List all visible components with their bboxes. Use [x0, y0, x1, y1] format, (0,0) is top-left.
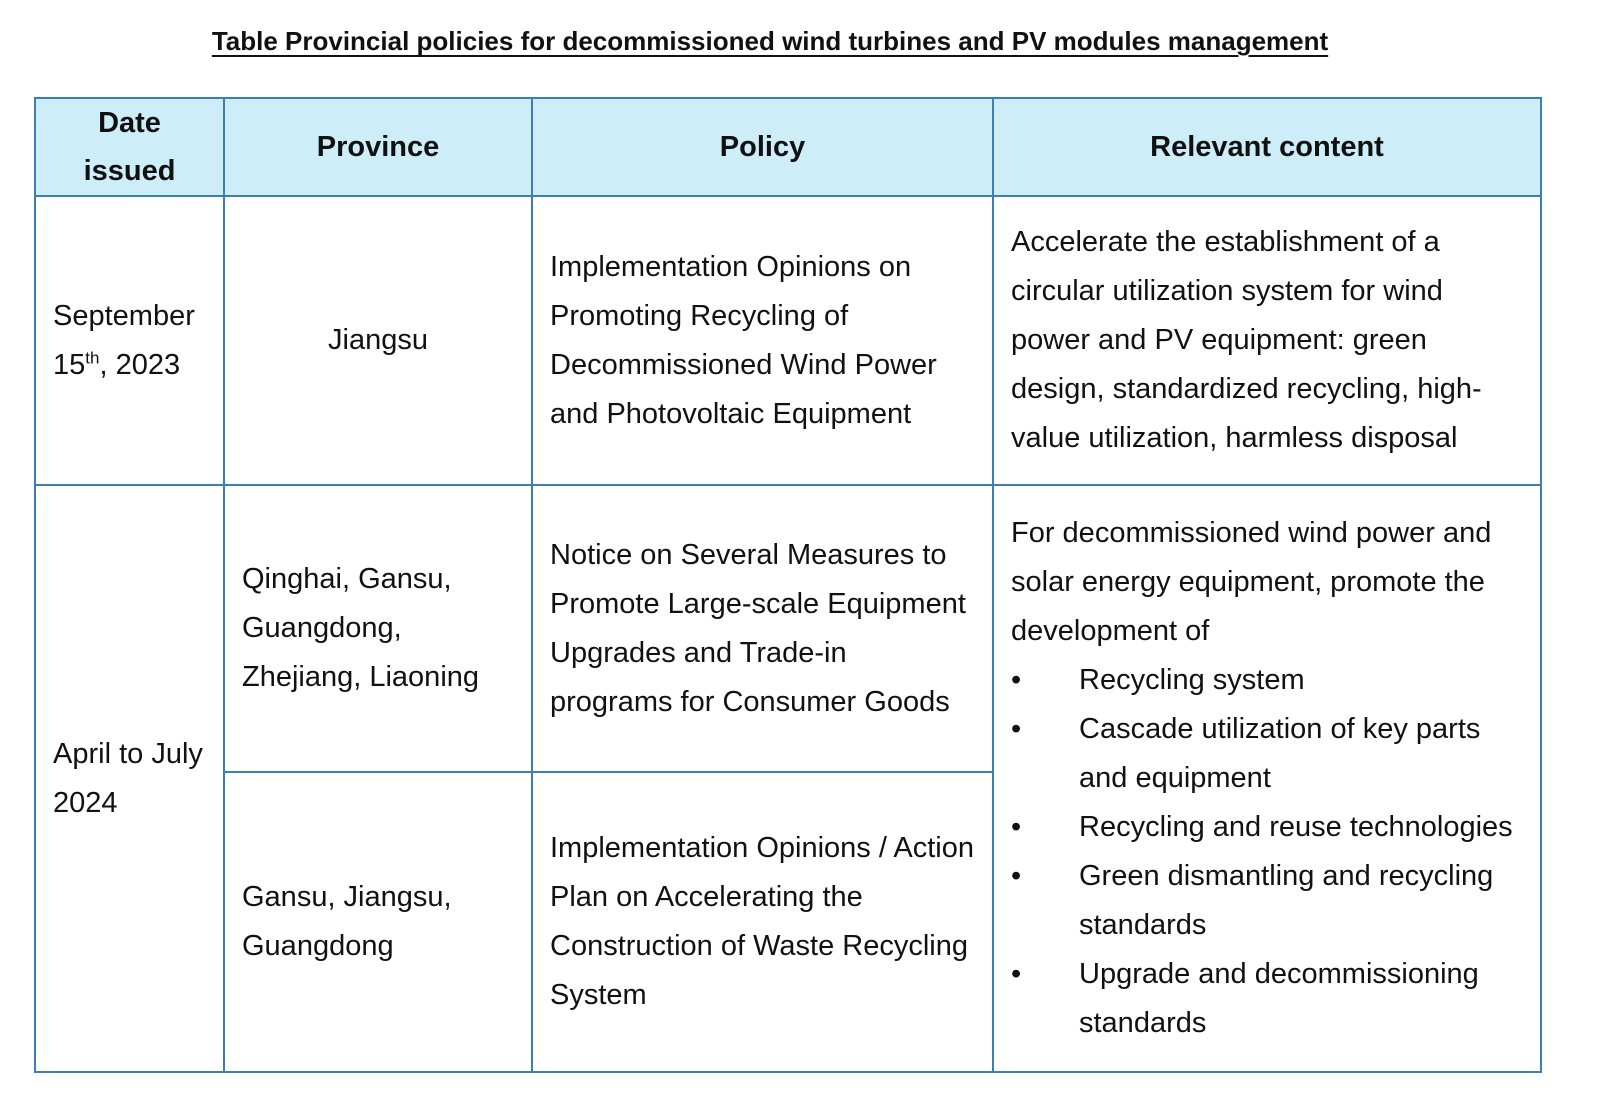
header-policy: Policy [532, 98, 993, 196]
policy-cell: Notice on Several Measures to Promote Large-scale Equipment Upgrades and Trade-in programs for Consumer Goods [532, 485, 993, 772]
policy-cell: Implementation Opinions on Promoting Recycling of Decommissioned Wind Power and Photovoltaic Equipment [532, 196, 993, 485]
relevant-content-list [1011, 656, 1523, 1048]
province-cell: Gansu, Jiangsu, Guangdong [224, 772, 532, 1072]
header-relevant-content: Relevant content [993, 98, 1541, 196]
date-cell: April to July 2024 [35, 485, 224, 1072]
table-row [35, 196, 1541, 485]
header-row [35, 98, 1541, 196]
table-title: Table Provincial policies for decommissioned wind turbines and PV modules management [211, 26, 1329, 56]
province-cell: Jiangsu [224, 196, 532, 485]
list-item: • Upgrade and decommissioning standards [1011, 950, 1523, 1048]
list-item: • Recycling and reuse technologies [1011, 803, 1523, 852]
relevant-content-cell: Accelerate the establishment of a circular utilization system for wind power and PV equipment: green design, standardized recycling, high-value utilization, harmless disposal [993, 196, 1541, 485]
date-cell: September 15th, 2023 [35, 196, 224, 485]
policy-table [34, 97, 1542, 1073]
header-date: Date issued [35, 98, 224, 196]
policy-cell: Implementation Opinions / Action Plan on Accelerating the Construction of Waste Recycling System [532, 772, 993, 1072]
list-item: • Cascade utilization of key parts and equipment [1011, 705, 1523, 803]
list-item: • Green dismantling and recycling standards [1011, 852, 1523, 950]
header-province: Province [224, 98, 532, 196]
relevant-content-cell [993, 485, 1541, 1072]
province-cell: Qinghai, Gansu, Guangdong, Zhejiang, Liaoning [224, 485, 532, 772]
table-row [35, 485, 1541, 772]
relevant-content-intro: For decommissioned wind power and solar energy equipment, promote the development of [1011, 517, 1492, 647]
list-item: • Recycling system [1011, 656, 1523, 705]
